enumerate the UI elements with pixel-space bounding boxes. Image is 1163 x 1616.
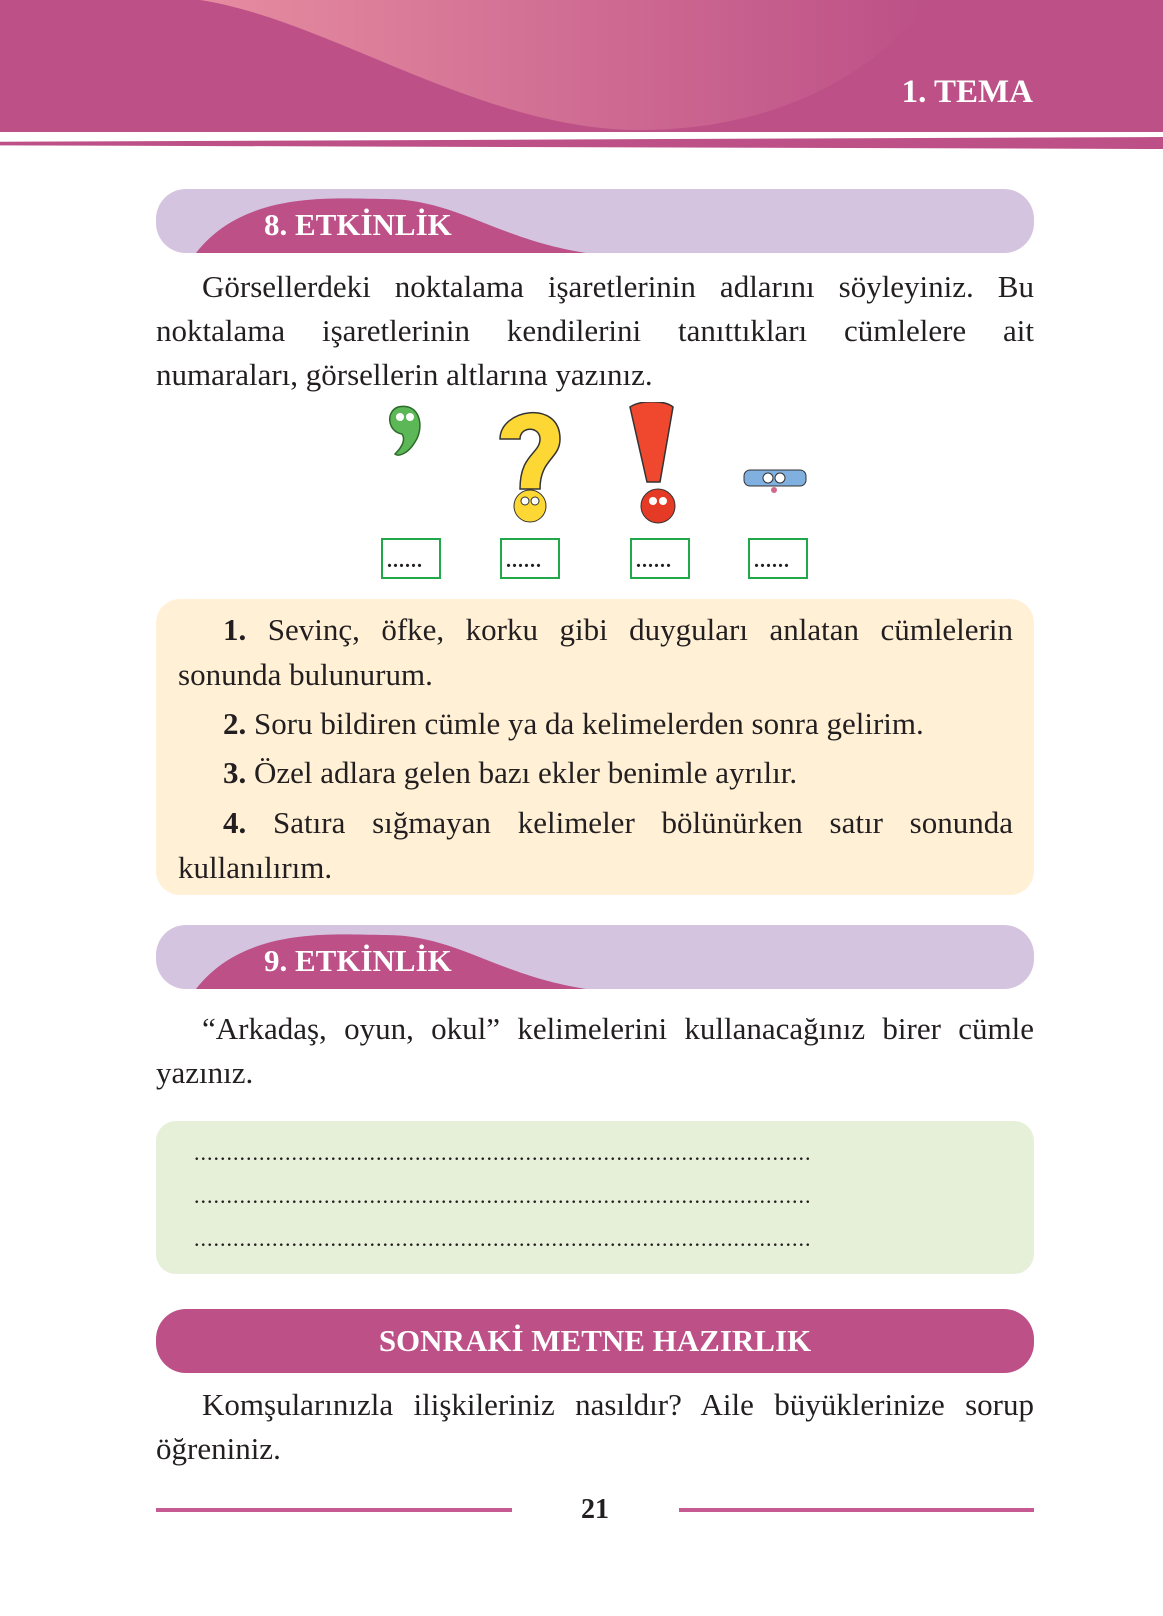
question-mark-character-icon — [485, 404, 575, 531]
answer-placeholder: ...... — [754, 550, 790, 572]
activity-8-instruction: Görsellerdeki noktalama işaretlerinin adlarını söyleyiniz. Bu noktalama işaretlerinin kendilerini tanıttıkları cümlelere ait numaraları, görsellerin altlarına yazınız. — [156, 269, 1034, 392]
next-text-prep-header: SONRAKİ METNE HAZIRLIK — [156, 1309, 1034, 1373]
activity-8-title: 8. ETKİNLİK — [264, 207, 452, 242]
activity-9-instruction: “Arkadaş, oyun, okul” kelimelerini kullanacağınız birer cümle yazınız. — [156, 1011, 1034, 1090]
writing-line[interactable]: ............................................................................................... — [194, 1226, 812, 1251]
answer-box[interactable] — [748, 538, 808, 579]
hyphen-character-icon — [742, 462, 810, 503]
answer-placeholder: ...... — [636, 550, 672, 572]
comma-character-icon — [380, 402, 430, 467]
header-wave — [0, 0, 1163, 132]
activity-9-title: 9. ETKİNLİK — [264, 943, 452, 978]
answer-placeholder: ...... — [506, 550, 542, 572]
answer-placeholder: ...... — [387, 550, 423, 572]
footer-line-left — [156, 1508, 512, 1512]
writing-line[interactable]: ............................................................................................... — [194, 1183, 812, 1208]
activity-9-header — [156, 925, 1034, 989]
answer-box[interactable] — [630, 538, 690, 579]
next-text-prep-text: Komşularınızla ilişkileriniz nasıldır? Aile büyüklerinize sorup öğreniniz. — [156, 1387, 1034, 1466]
statement-item: 3. Özel adlara gelen bazı ekler benimle ayrılır. — [223, 755, 798, 790]
answer-box[interactable] — [381, 538, 441, 579]
statement-item: 4. Satıra sığmayan kelimeler bölünürken satır sonunda kullanılırım. — [178, 805, 1013, 885]
writing-line[interactable]: ............................................................................................... — [194, 1140, 812, 1165]
theme-header — [0, 0, 1163, 132]
theme-title: 1. TEMA — [901, 74, 1033, 110]
activity-8-header — [156, 189, 1034, 253]
statement-item: 1. Sevinç, öfke, korku gibi duyguları anlatan cümlelerin sonunda bulunurum. — [178, 612, 1013, 692]
footer-line-right — [679, 1508, 1034, 1512]
statement-item: 2. Soru bildiren cümle ya da kelimelerden sonra gelirim. — [223, 706, 924, 741]
header-stripe — [0, 137, 1163, 149]
exclamation-mark-character-icon — [625, 402, 685, 531]
page-number: 21 — [581, 1494, 609, 1525]
answer-box[interactable] — [500, 538, 560, 579]
